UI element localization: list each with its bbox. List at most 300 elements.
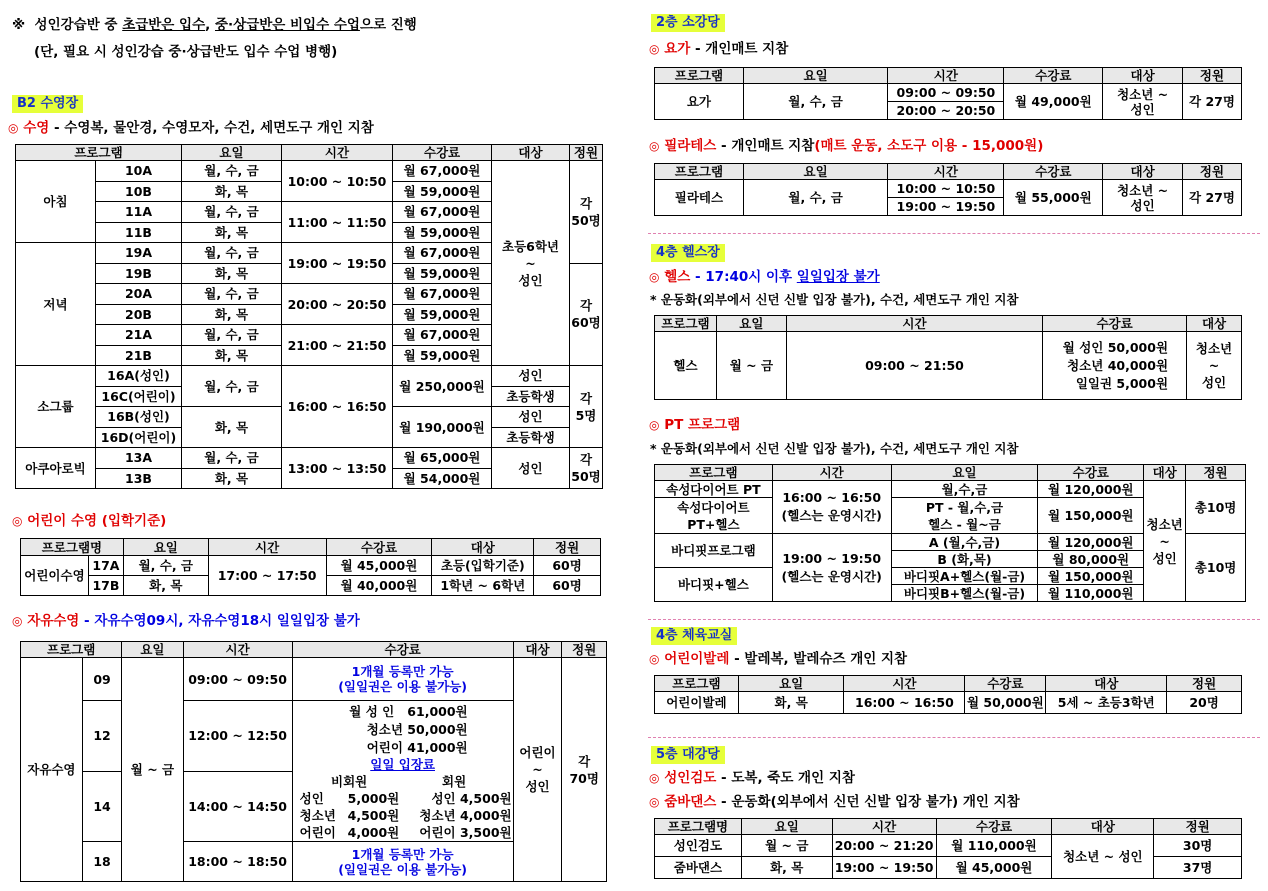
text: [571, 390, 601, 424]
text: [294, 721, 512, 739]
table-header: 요일: [738, 676, 844, 692]
table-cell: 성인: [492, 407, 570, 428]
table-cell: 17A: [88, 556, 123, 576]
table-header: 정원: [1183, 164, 1242, 180]
table-cell: 11A: [96, 202, 182, 223]
table-header: 시간: [786, 316, 1042, 332]
text: 각: [579, 390, 593, 406]
table-header: 프로그램명: [21, 539, 124, 556]
table-cell: 청소년 ~ 성인: [1103, 84, 1183, 120]
table-cell: 화, 목: [182, 222, 282, 243]
table-header: 정원: [1186, 465, 1246, 481]
text: 청소년 40,000원: [1067, 357, 1169, 373]
table-cell: 필라테스: [655, 180, 744, 216]
table-cell: B (화,목): [891, 551, 1038, 568]
group-small: 소그룹: [16, 366, 96, 448]
ballet-table: [654, 675, 1242, 714]
text: 청소년: [1195, 341, 1233, 356]
group-evening: 저녁: [16, 243, 96, 366]
table-cell: 월 59,000원: [393, 222, 492, 243]
table-header: 수강료: [936, 819, 1052, 835]
text: 월 성인 50,000원: [1062, 339, 1169, 355]
table-cell: 청소년 ~ 성인: [1103, 180, 1183, 216]
table-header: 대상: [513, 642, 562, 658]
table-cell: 월, 수, 금: [182, 325, 282, 346]
text: ~: [1159, 533, 1170, 549]
text: 필라테스: [664, 138, 717, 154]
table-cell: 화, 목: [182, 181, 282, 202]
text: [571, 451, 601, 485]
text: 성인: [1201, 375, 1227, 390]
text: 어린이: [366, 740, 403, 755]
cap-5: [570, 366, 603, 448]
table-cell: 바디핏B+헬스(월-금): [891, 585, 1038, 602]
table-cell: 월, 수, 금: [743, 84, 888, 120]
table-cell: 월 45,000원: [936, 857, 1052, 879]
text: 5명: [575, 407, 597, 423]
table-header: 시간: [832, 819, 936, 835]
swim-table: [15, 144, 603, 489]
notice-mark: ※: [12, 17, 26, 33]
target-bullet-icon: ◎: [649, 42, 660, 56]
table-header: 시간: [208, 539, 326, 556]
kids-swim-heading: [12, 512, 166, 530]
table-cell: 월 55,000원: [1004, 180, 1103, 216]
text: 3,500원: [459, 825, 512, 840]
table-cell: 자유수영: [21, 658, 83, 882]
pt-time-1: [772, 481, 891, 534]
table-cell: 19:00 ~ 19:50: [282, 243, 393, 284]
table-cell: 월 250,000원: [393, 366, 492, 407]
text: 61,000원: [407, 704, 468, 719]
text: 16:00 ~ 16:50: [782, 490, 882, 505]
table-cell: 19B: [96, 263, 182, 284]
text: B2 수영장: [12, 95, 83, 113]
text: [1145, 516, 1184, 567]
table-cell: 초등학생: [492, 427, 570, 448]
text: 어린이: [299, 825, 336, 840]
text: [571, 195, 601, 229]
text: ,: [205, 17, 215, 33]
table-header: 수강료: [965, 676, 1046, 692]
text: - 수영복, 물안경, 수영모자, 수건, 세면도구 개인 지참: [49, 120, 374, 136]
table-header: 정원: [1167, 676, 1242, 692]
table-cell: 화, 목: [123, 576, 208, 596]
table-cell: 10:00 ~ 10:50: [282, 161, 393, 202]
table-header: 요일: [123, 539, 208, 556]
table-header: 프로그램: [655, 68, 744, 84]
table-cell: 12: [82, 701, 122, 772]
divider: [648, 737, 1260, 738]
table-cell: 월 67,000원: [393, 243, 492, 264]
text: 성인: [518, 272, 543, 288]
table-header: 시간: [844, 676, 965, 692]
text: 비회원: [331, 774, 368, 789]
table-header: 수강료: [1004, 164, 1103, 180]
text: 1개월 등록만 가능: [351, 664, 454, 679]
table-cell: 19:00 ~ 19:50: [888, 198, 1004, 216]
cap-60: [570, 263, 603, 366]
gym-heading: [649, 268, 880, 286]
table-header: 정원: [1183, 68, 1242, 84]
table-cell: 16A(성인): [96, 366, 182, 387]
free-fee-cell: [292, 701, 513, 842]
text: 회원: [442, 774, 467, 789]
table-cell: 월 67,000원: [393, 161, 492, 182]
text: 헬스: [664, 269, 691, 285]
table-cell: 21B: [96, 345, 182, 366]
table-header: 요일: [741, 819, 832, 835]
text: 일일 입장료: [370, 757, 435, 772]
table-cell: A (월,수,금): [891, 534, 1038, 551]
text: 요가: [664, 41, 691, 57]
table-cell: 초등(입학기준): [432, 556, 534, 576]
table-cell: 37명: [1154, 857, 1242, 879]
text: 50,000원: [407, 722, 468, 737]
text: - 도복, 죽도 개인 지참: [716, 770, 855, 786]
text: 19:00 ~ 19:50: [782, 550, 882, 566]
pt-table: [654, 464, 1246, 602]
table-cell: 21:00 ~ 21:50: [282, 325, 393, 366]
section-b2-pool: [12, 95, 83, 113]
table-cell: 월, 수, 금: [182, 243, 282, 264]
f5-table: [654, 818, 1242, 879]
gym-target: [1187, 332, 1242, 400]
text: 초급반은 입수: [122, 17, 206, 33]
table-header: 요일: [743, 164, 888, 180]
target-bullet-icon: ◎: [649, 418, 660, 432]
text: 4층 체육교실: [651, 627, 737, 645]
table-header: 프로그램: [21, 642, 122, 658]
table-header: 프로그램: [655, 316, 717, 332]
table-cell: 20B: [96, 304, 182, 325]
table-cell: 줌바댄스: [655, 857, 742, 879]
gym-note: * 운동화(외부에서 신던 신발 입장 불가), 수건, 세면도구 개인 지참: [650, 292, 1019, 307]
text: 2층 소강당: [651, 14, 725, 32]
divider: [648, 233, 1260, 234]
table-header: 수강료: [326, 539, 432, 556]
table-header: 대상: [1187, 316, 1242, 332]
text: 각: [579, 452, 593, 467]
section-2f-hall: [651, 14, 725, 32]
text: 70명: [569, 770, 599, 786]
table-cell: 17B: [88, 576, 123, 596]
table-cell: 13:00 ~ 13:50: [282, 448, 393, 489]
table-cell: 바디핏프로그램: [655, 534, 773, 568]
text: 으로 진행: [359, 17, 417, 33]
pilates-table: [654, 163, 1242, 216]
text: (헬스는 운영시간): [781, 508, 882, 523]
text: [294, 773, 512, 790]
text: 성인검도: [664, 770, 717, 786]
table-header: 대상: [432, 539, 534, 556]
group-aqua: 아쿠아로빅: [16, 448, 96, 489]
text: 줌바댄스: [664, 794, 717, 810]
text: 청소년: [366, 722, 403, 737]
table-cell: 성인: [492, 366, 570, 387]
table-cell: 월 59,000원: [393, 263, 492, 284]
table-header: 프로그램명: [655, 819, 742, 835]
text: 중·상급반은 비입수 수업: [214, 17, 360, 33]
cap-50: [570, 161, 603, 264]
text: ~: [525, 255, 536, 271]
table-header: 대상: [1103, 68, 1183, 84]
text: 4,500원: [459, 791, 512, 806]
table-cell: 월 40,000원: [326, 576, 432, 596]
table-header: 시간: [183, 642, 292, 658]
section-5f-hall: [651, 746, 725, 764]
table-cell: 월 150,000원: [1038, 498, 1144, 534]
divider: [648, 619, 1260, 620]
text: (일일권은 이용 불가능): [338, 861, 468, 877]
table-cell: 월, 수, 금: [182, 448, 282, 469]
table-cell: 청소년 ~ 성인: [1052, 835, 1154, 879]
table-cell: 12:00 ~ 12:50: [183, 701, 292, 772]
table-header: 수강료: [1004, 68, 1103, 84]
table-header: 정원: [534, 539, 601, 556]
text: 어린이: [419, 825, 456, 840]
table-cell: 월 45,000원: [326, 556, 432, 576]
text: - 개인매트 지참: [690, 41, 789, 57]
section-4f-pe: [651, 627, 737, 645]
table-cell: 월 50,000원: [965, 692, 1046, 714]
table-header: 시간: [772, 465, 891, 481]
free-target: [513, 658, 562, 882]
text: 5,000원: [347, 791, 400, 806]
notice-line-2: (단, 필요 시 성인강습 중·상급반도 입수 수업 병행): [34, 44, 338, 60]
table-cell: 5세 ~ 초등3학년: [1046, 692, 1167, 714]
table-header: 프로그램: [655, 465, 773, 481]
table-cell: 월 59,000원: [393, 345, 492, 366]
table-cell: 10A: [96, 161, 182, 182]
text: 월 성 인: [349, 704, 395, 719]
text: 성인: [431, 791, 456, 806]
table-cell: 월 67,000원: [393, 202, 492, 223]
table-header: 시간: [888, 164, 1004, 180]
table-cell: 월, 수, 금: [743, 180, 888, 216]
text: 각: [579, 298, 593, 314]
table-header: 수강료: [1038, 465, 1144, 481]
table-cell: 14: [82, 771, 122, 842]
table-cell: 헬스: [655, 332, 717, 400]
table-header: 수강료: [1043, 316, 1187, 332]
table-cell: 화, 목: [182, 345, 282, 366]
text: 1개월 등록만 가능: [351, 846, 454, 862]
text: 41,000원: [407, 740, 468, 755]
table-cell: 월 59,000원: [393, 181, 492, 202]
table-cell: 20:00 ~ 20:50: [888, 102, 1004, 120]
table-cell: 18: [82, 842, 122, 882]
table-cell: 속성다이어트 PT+헬스: [655, 498, 773, 534]
table-cell: 19:00 ~ 19:50: [832, 857, 936, 879]
table-cell: 13A: [96, 448, 182, 469]
table-cell: 월 49,000원: [1004, 84, 1103, 120]
table-cell: 월, 수, 금: [182, 284, 282, 305]
text: 청소년: [299, 808, 336, 823]
swim-heading: [8, 119, 374, 137]
table-cell: 어린이발레: [655, 692, 739, 714]
table-header: 요일: [122, 642, 183, 658]
pt-days-2: [891, 498, 1038, 534]
table-cell: 월, 수, 금: [182, 202, 282, 223]
cap-aqua: [570, 448, 603, 489]
table-cell: 18:00 ~ 18:50: [183, 842, 292, 882]
table-cell: 성인검도: [655, 835, 742, 857]
table-cell: 20명: [1167, 692, 1242, 714]
table-cell: 13B: [96, 468, 182, 489]
text: [294, 703, 512, 721]
zumba-heading: [649, 793, 1020, 811]
text: 4,500원: [347, 808, 400, 823]
target-bullet-icon: ◎: [12, 514, 23, 528]
text: 4,000원: [347, 825, 400, 840]
table-cell: 1학년 ~ 6학년: [432, 576, 534, 596]
text: 어린이 수영 (입학기준): [27, 513, 167, 529]
yoga-heading: [649, 40, 788, 58]
table-cell: 10:00 ~ 10:50: [888, 180, 1004, 198]
table-header: 프로그램: [655, 676, 739, 692]
table-header: 요일: [716, 316, 786, 332]
monthly-only-09: [292, 658, 513, 701]
text: ~: [1208, 358, 1220, 373]
table-cell: 16:00 ~ 16:50: [282, 366, 393, 448]
text: 일일입장 불가: [796, 269, 880, 285]
table-cell: 바디핏+헬스: [655, 568, 773, 602]
target-main: [492, 161, 570, 366]
table-cell: 화, 목: [182, 304, 282, 325]
table-cell: 월, 수, 금: [182, 161, 282, 182]
table-cell: 초등학생: [492, 386, 570, 407]
table-cell: 월 80,000원: [1038, 551, 1144, 568]
text: 각: [579, 195, 593, 211]
text: 수영: [23, 120, 50, 136]
table-header: 대상: [1052, 819, 1154, 835]
text: 성인강습반 중: [34, 17, 123, 33]
table-cell: 월,수,금: [891, 481, 1038, 498]
table-cell: 월 ~ 금: [122, 658, 183, 882]
text: [294, 824, 512, 841]
table-cell: 09:00 ~ 09:50: [183, 658, 292, 701]
table-cell: 월 67,000원: [393, 284, 492, 305]
pt-time-2: [772, 534, 891, 602]
table-cell: 총10명: [1186, 534, 1246, 602]
text: PT - 월,수,금: [925, 499, 1004, 515]
text: [493, 238, 568, 289]
free-swim-table: [20, 641, 607, 882]
table-cell: 요가: [655, 84, 744, 120]
table-cell: 월 67,000원: [393, 325, 492, 346]
table-cell: 16:00 ~ 16:50: [844, 692, 965, 714]
table-cell: 월 120,000원: [1038, 481, 1144, 498]
pt-heading: [649, 416, 740, 434]
target-bullet-icon: ◎: [649, 652, 660, 666]
text: 50명: [571, 469, 601, 484]
pt-note: * 운동화(외부에서 신던 신발 입장 불가), 수건, 세면도구 개인 지참: [650, 441, 1019, 456]
table-cell: 17:00 ~ 17:50: [208, 556, 326, 596]
text: PT 프로그램: [664, 417, 741, 433]
table-header: 정원: [1154, 819, 1242, 835]
pt-target: [1144, 481, 1186, 602]
table-header: 시간: [888, 68, 1004, 84]
table-cell: 60명: [534, 556, 601, 576]
table-cell: 각 27명: [1183, 84, 1242, 120]
text: 성인: [299, 791, 324, 806]
text: 헬스 - 월~금: [928, 516, 1001, 532]
yoga-table: [654, 67, 1242, 120]
table-cell: 월 150,000원: [1038, 568, 1144, 585]
table-cell: 월, 수, 금: [123, 556, 208, 576]
text: - 운동화(외부에서 신던 신발 입장 불가) 개인 지참: [716, 794, 1020, 810]
table-cell: 16D(어린이): [96, 427, 182, 448]
table-header: 정원: [570, 145, 603, 161]
table-cell: 화, 목: [182, 468, 282, 489]
free-swim-heading: [12, 612, 360, 630]
table-cell: 09:00 ~ 09:50: [888, 84, 1004, 102]
table-header: 요일: [891, 465, 1038, 481]
table-cell: 월 65,000원: [393, 448, 492, 469]
table-cell: 화, 목: [741, 857, 832, 879]
table-cell: 총10명: [1186, 481, 1246, 534]
table-header: 시간: [282, 145, 393, 161]
text: - 17:40시 이후: [690, 269, 797, 285]
text: 초등6학년: [502, 238, 559, 254]
text: 5층 대강당: [651, 746, 725, 764]
table-header: 대상: [492, 145, 570, 161]
table-cell: 바디핏A+헬스(월-금): [891, 568, 1038, 585]
table-header: 대상: [1046, 676, 1167, 692]
text: [294, 807, 512, 824]
table-cell: 09: [82, 658, 122, 701]
target-bullet-icon: ◎: [649, 270, 660, 284]
text: 어린이: [519, 745, 556, 760]
table-cell: 월 190,000원: [393, 407, 492, 448]
table-header: 요일: [743, 68, 888, 84]
text: [571, 297, 601, 331]
kids-swim-table: [20, 538, 601, 596]
table-cell: 월 120,000원: [1038, 534, 1144, 551]
notice-line-1: [12, 16, 417, 35]
text: 4층 헬스장: [651, 244, 725, 262]
text: [294, 790, 512, 807]
table-header: 수강료: [393, 145, 492, 161]
table-cell: 월 ~ 금: [716, 332, 786, 400]
text: [563, 753, 605, 787]
table-cell: 20:00 ~ 20:50: [282, 284, 393, 325]
table-cell: 30명: [1154, 835, 1242, 857]
table-cell: 각 27명: [1183, 180, 1242, 216]
gym-fees: [1043, 332, 1187, 400]
text: 50명: [571, 212, 601, 228]
table-cell: 14:00 ~ 14:50: [183, 771, 292, 842]
text: (헬스는 운영시간): [781, 568, 882, 584]
table-header: 정원: [562, 642, 607, 658]
text: 각: [578, 753, 591, 769]
table-cell: 월, 수, 금: [182, 366, 282, 407]
table-cell: 19A: [96, 243, 182, 264]
text: [515, 744, 561, 795]
table-cell: 성인: [492, 448, 570, 489]
text: - 개인매트 지참: [716, 138, 815, 154]
table-cell: 10B: [96, 181, 182, 202]
table-header: 대상: [1103, 164, 1183, 180]
table-cell: 20A: [96, 284, 182, 305]
table-cell: 11:00 ~ 11:50: [282, 202, 393, 243]
text: 어린이발레: [664, 651, 730, 667]
table-header: 프로그램: [16, 145, 182, 161]
table-cell: 월 59,000원: [393, 304, 492, 325]
text: (일일권은 이용 불가능): [338, 679, 468, 694]
text: 자유수영: [27, 613, 80, 629]
